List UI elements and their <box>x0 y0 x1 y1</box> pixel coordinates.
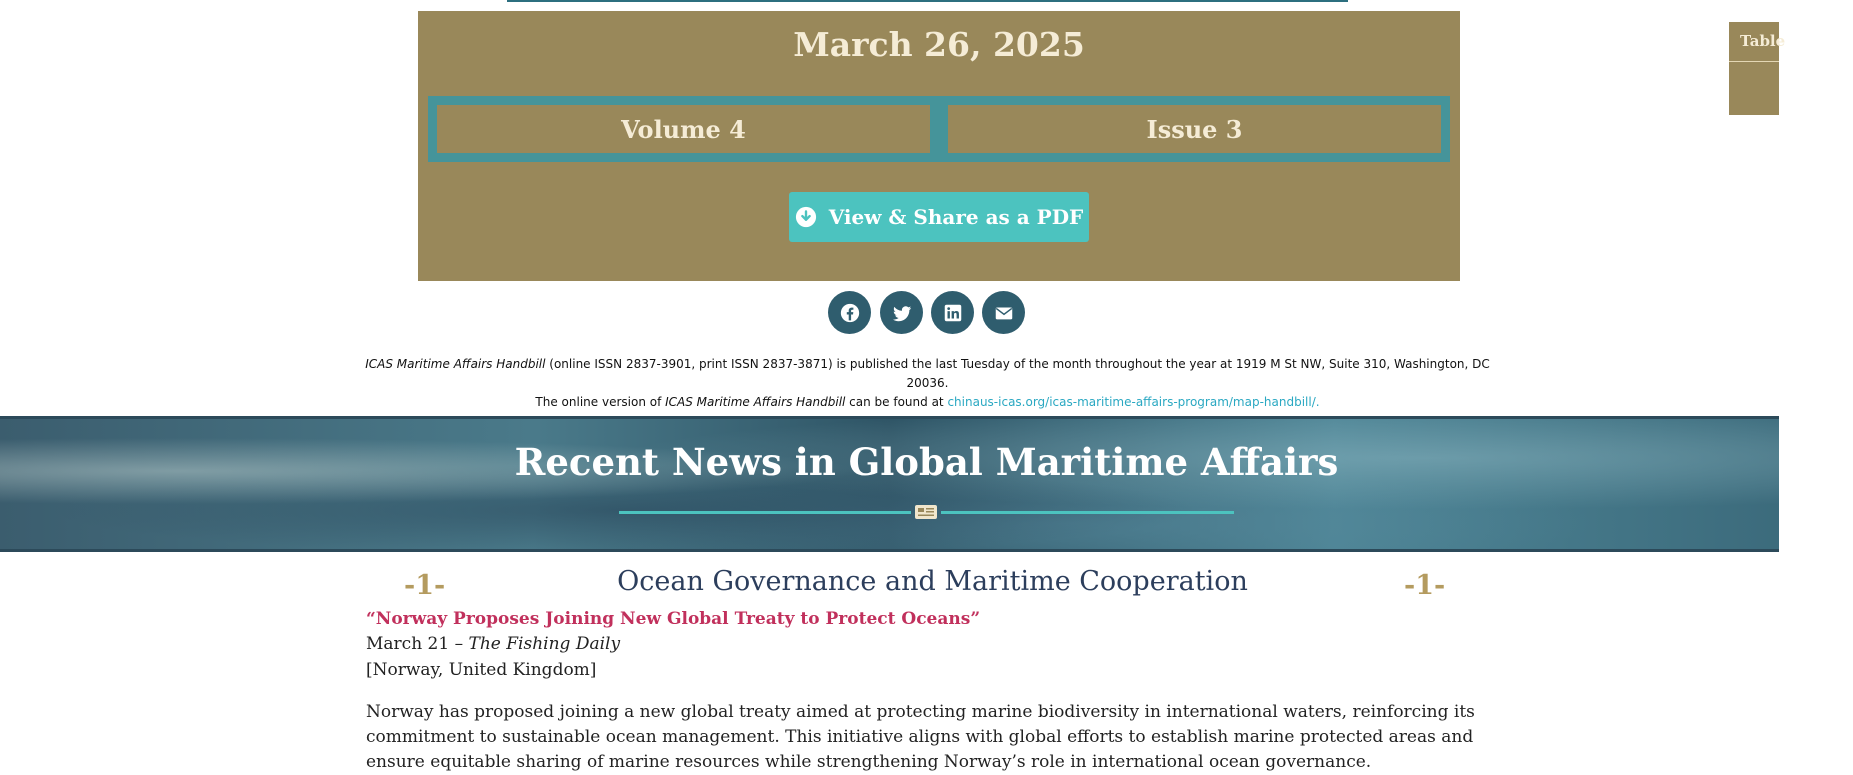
article-body: Norway has proposed joining a new global treaty aimed at protecting marine biodiversity in international waters, reinforcing its commitment to sustainable ocean management. This initiative aligns with global efforts to establish marine protected areas and ensure equitable sharing of marine resources while strengthening Norway’s role in international ocean governance. <box>366 702 1475 772</box>
article-tags: [Norway, United Kingdom] <box>366 660 597 680</box>
linkedin-icon <box>942 302 964 324</box>
facebook-icon <box>839 302 861 324</box>
section-number-left: -1- <box>404 570 446 601</box>
volume-issue-frame <box>428 96 1450 162</box>
section-number-right: -1- <box>1404 570 1446 601</box>
handbill-name-2: ICAS Maritime Affairs Handbill <box>665 395 846 409</box>
download-circle-icon <box>795 206 817 228</box>
article-date: March 21 – <box>366 634 469 654</box>
publication-details: (online ISSN 2837-3901, print ISSN 2837-3871) is published the last Tuesday of the month throughout the year at 1919 M St NW, Suite 310, Washington, DC 20036. <box>545 357 1490 390</box>
article-title: “Norway Proposes Joining New Global Treaty to Protect Oceans” <box>366 609 981 629</box>
toc-tab-divider <box>1729 61 1779 62</box>
twitter-icon <box>891 302 913 324</box>
publication-info-line-2 <box>360 393 1495 412</box>
online-version-prefix: The online version of <box>535 395 666 409</box>
share-linkedin-button[interactable] <box>931 291 974 334</box>
newspaper-icon <box>914 504 938 520</box>
volume-label: Volume 4 <box>437 105 930 153</box>
online-version-mid: can be found at <box>845 395 948 409</box>
news-section-banner <box>0 416 1779 552</box>
table-of-contents-tab[interactable] <box>1729 22 1786 115</box>
share-facebook-button[interactable] <box>828 291 871 334</box>
banner-title: Recent News in Global Maritime Affairs <box>514 440 1339 484</box>
view-share-pdf-button[interactable] <box>789 192 1089 242</box>
share-twitter-button[interactable] <box>880 291 923 334</box>
toc-tab-label: Table <box>1740 32 1786 50</box>
top-rule <box>507 0 1348 2</box>
share-email-button[interactable] <box>982 291 1025 334</box>
handbill-url-link[interactable]: chinaus-icas.org/icas-maritime-affairs-program/map-handbill/. <box>947 395 1320 409</box>
handbill-name: ICAS Maritime Affairs Handbill <box>365 357 546 371</box>
issue-label: Issue 3 <box>948 105 1441 153</box>
email-icon <box>993 302 1015 324</box>
issue-date: March 26, 2025 <box>793 25 1085 64</box>
banner-rule-left <box>619 511 911 514</box>
issue-header-panel <box>418 11 1460 281</box>
section-title: Ocean Governance and Maritime Cooperation <box>617 566 1248 597</box>
banner-rule-right <box>941 511 1234 514</box>
publication-info <box>360 355 1495 412</box>
article-date-source <box>366 634 1486 654</box>
article-source: The Fishing Daily <box>468 634 621 654</box>
publication-info-line-1 <box>360 355 1495 393</box>
pdf-button-label: View & Share as a PDF <box>828 205 1084 229</box>
